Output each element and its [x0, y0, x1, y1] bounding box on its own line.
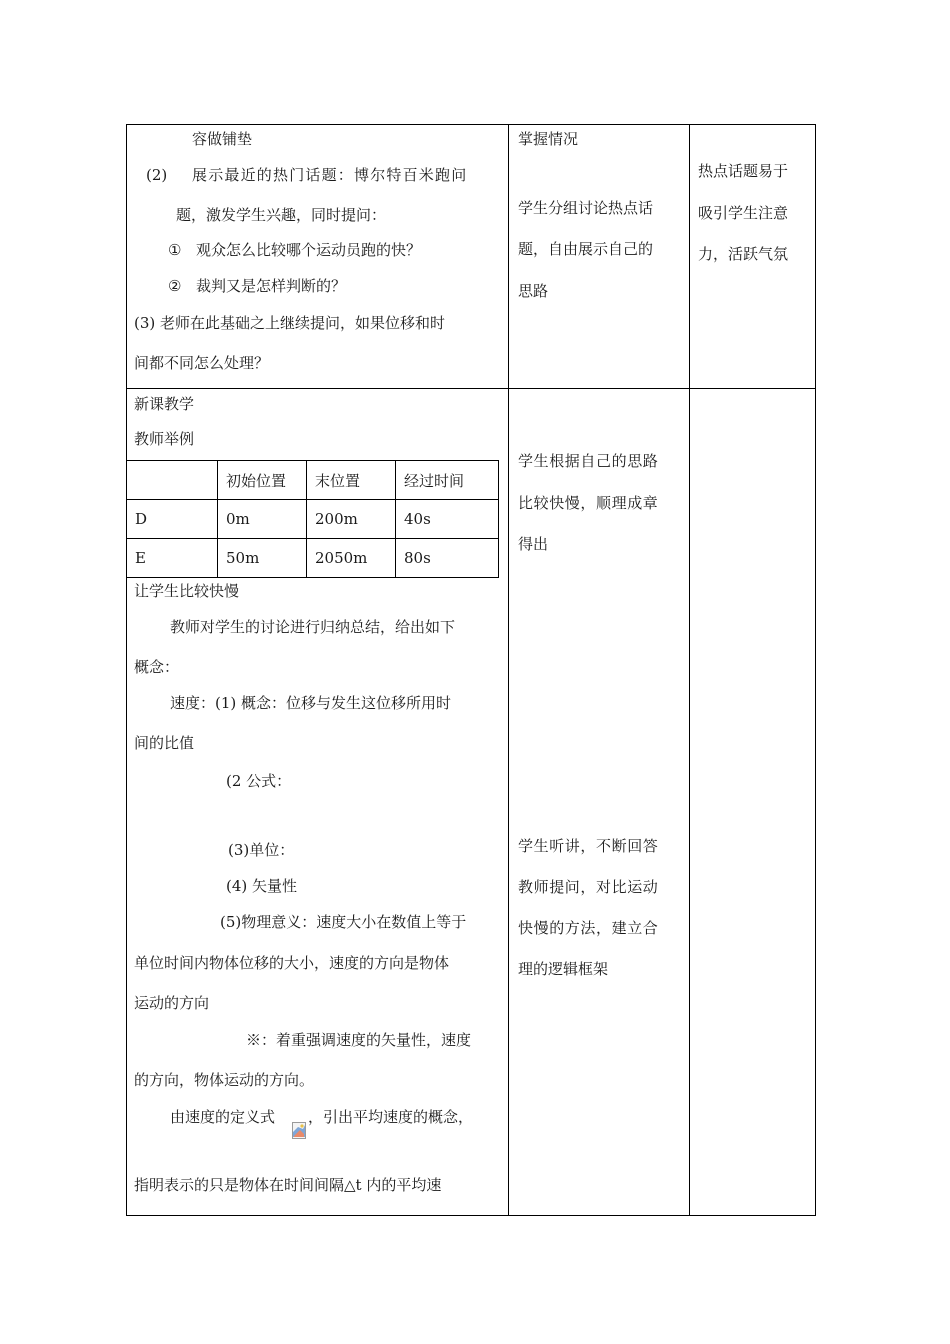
physical-meaning-line3: 运动的方向 — [134, 994, 210, 1012]
emphasis-note-line2: 的方向，物体运动的方向。 — [134, 1071, 315, 1089]
summary-line1: 教师对学生的讨论进行归纳总结，给出如下 — [170, 618, 456, 636]
table-cell: 0m — [218, 500, 307, 539]
student-response-a3: 得出 — [518, 535, 549, 553]
table-cell: 200m — [307, 500, 396, 539]
table-cell: E — [127, 539, 218, 578]
table-header-cell: 初始位置 — [218, 461, 307, 500]
question1-marker: ① — [168, 241, 182, 259]
question1-text: 观众怎么比较哪个运动员跑的快？ — [196, 241, 422, 259]
row1-right-line1: 热点话题易于 — [698, 162, 789, 180]
table-cell: 50m — [218, 539, 307, 578]
student-response-b1: 学生听讲，不断回答 — [518, 837, 659, 855]
column-divider-1 — [508, 124, 509, 1216]
table-row — [127, 539, 499, 578]
student-response-b4: 理的逻辑框架 — [518, 960, 609, 978]
student-response-a2: 比较快慢，顺理成章 — [518, 494, 659, 512]
question2-text: 裁判又是怎样判断的？ — [196, 277, 347, 295]
table-header-cell: 末位置 — [307, 461, 396, 500]
item2-continuation: 题，激发学生兴趣，同时提问： — [176, 206, 387, 224]
item3-line1: (3) 老师在此基础之上继续提问，如果位移和时 — [134, 314, 446, 332]
table-header-cell — [127, 461, 218, 500]
item2-text: 展示最近的热门话题：博尔特百米跑问 — [192, 166, 468, 184]
row1-middle-line4: 思路 — [518, 282, 549, 300]
student-response-b3: 快慢的方法，建立合 — [518, 919, 659, 937]
compare-instruction: 让学生比较快慢 — [134, 582, 240, 600]
question2-marker: ② — [168, 277, 182, 295]
column-divider-2 — [689, 124, 690, 1216]
row1-middle-line1: 掌握情况 — [518, 130, 579, 148]
motion-data-table — [126, 460, 499, 578]
row1-right-line2: 吸引学生注意 — [698, 204, 789, 222]
row1-middle-line3: 题，自由展示自己的 — [518, 240, 654, 258]
section-heading-teacher-example: 教师举例 — [134, 430, 195, 448]
average-speed-line1b: ，引出平均速度的概念， — [308, 1108, 474, 1126]
speed-definition-line2: 间的比值 — [134, 734, 195, 752]
student-response-b2: 教师提问，对比运动 — [518, 878, 659, 896]
row1-middle-line2: 学生分组讨论热点话 — [518, 199, 654, 217]
average-speed-line1a: 由速度的定义式 — [170, 1108, 276, 1126]
row1-left-line1: 容做铺垫 — [192, 130, 253, 148]
item3-line2: 间都不同怎么处理？ — [134, 354, 270, 372]
summary-line2: 概念： — [134, 658, 180, 676]
table-cell: 2050m — [307, 539, 396, 578]
table-header-row — [127, 461, 499, 500]
vector-label: (4) 矢量性 — [226, 877, 298, 895]
table-row — [127, 500, 499, 539]
broken-image-icon — [292, 1118, 306, 1140]
table-cell: 80s — [396, 539, 499, 578]
row-divider — [126, 388, 816, 389]
physical-meaning-line1: (5)物理意义：速度大小在数值上等于 — [220, 913, 467, 931]
section-heading-new-lesson: 新课教学 — [134, 395, 195, 413]
speed-definition-line1: 速度：(1) 概念：位移与发生这位移所用时 — [170, 694, 452, 712]
table-cell: D — [127, 500, 218, 539]
physical-meaning-line2: 单位时间内物体位移的大小，速度的方向是物体 — [134, 954, 450, 972]
formula-label: (2 公式： — [226, 772, 292, 790]
unit-label: (3)单位： — [228, 841, 295, 859]
row1-right-line3: 力，活跃气氛 — [698, 245, 789, 263]
average-speed-line2: 指明表示的只是物体在时间间隔△t 内的平均速 — [134, 1176, 442, 1194]
item2-number: (2) — [146, 166, 168, 184]
emphasis-note-line1: ※：着重强调速度的矢量性，速度 — [246, 1031, 472, 1049]
student-response-a1: 学生根据自己的思路 — [518, 452, 659, 470]
table-header-cell: 经过时间 — [396, 461, 499, 500]
table-cell: 40s — [396, 500, 499, 539]
